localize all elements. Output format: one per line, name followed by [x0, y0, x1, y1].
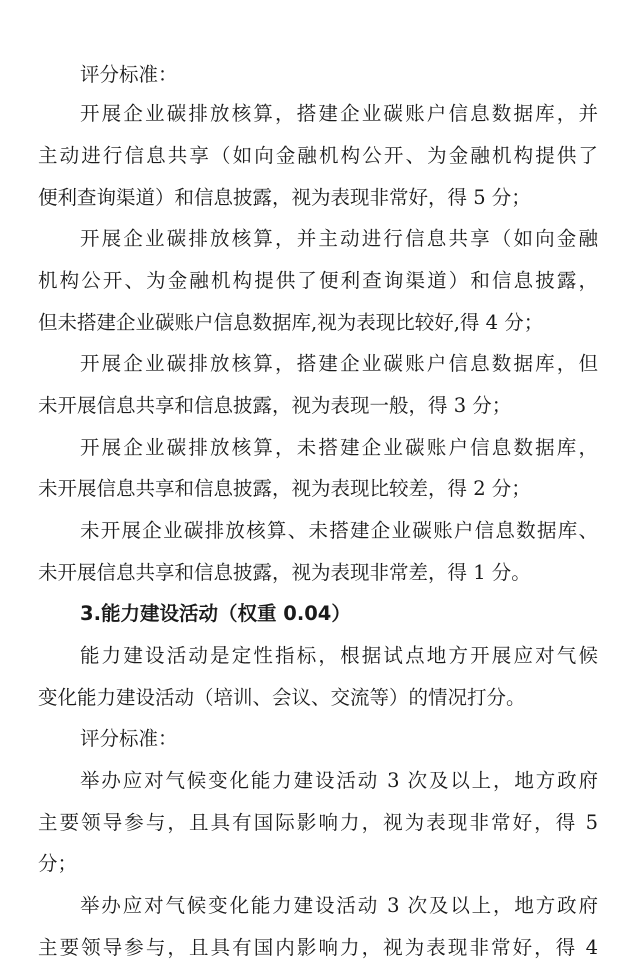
paragraph-line: 未开展企业碳排放核算、未搭建企业碳账户信息数据库、 [80, 519, 598, 542]
paragraph-line: 主要领导参与，且具有国内影响力，视为表现非常好，得 4 [38, 936, 598, 959]
section-heading: 3.能力建设活动（权重 0.04） [80, 602, 351, 625]
paragraph-line: 未开展信息共享和信息披露，视为表现比较差，得 2 分； [38, 477, 531, 500]
paragraph-line: 分； [38, 852, 78, 875]
paragraph-line: 开展企业碳排放核算，搭建企业碳账户信息数据库，并 [80, 102, 598, 125]
paragraph-line: 举办应对气候变化能力建设活动 3 次及以上，地方政府 [80, 769, 598, 792]
paragraph-line: 举办应对气候变化能力建设活动 3 次及以上，地方政府 [80, 894, 598, 917]
paragraph-line: 便利查询渠道）和信息披露，视为表现非常好，得 5 分； [38, 186, 531, 209]
paragraph-line: 主要领导参与，且具有国际影响力，视为表现非常好，得 5 [38, 811, 598, 834]
paragraph-line: 开展企业碳排放核算，搭建企业碳账户信息数据库，但 [80, 352, 598, 375]
scoring-criteria-label: 评分标准： [80, 63, 178, 86]
paragraph-line: 主动进行信息共享（如向金融机构公开、为金融机构提供了 [38, 144, 598, 167]
paragraph-line: 未开展信息共享和信息披露，视为表现非常差，得 1 分。 [38, 561, 531, 584]
paragraph-line: 开展企业碳排放核算，并主动进行信息共享（如向金融 [80, 227, 598, 250]
paragraph-line: 能力建设活动是定性指标，根据试点地方开展应对气候 [80, 644, 598, 667]
paragraph-line: 变化能力建设活动（培训、会议、交流等）的情况打分。 [38, 686, 526, 709]
paragraph-line: 机构公开、为金融机构提供了便利查询渠道）和信息披露， [38, 269, 598, 292]
scoring-criteria-label: 评分标准： [80, 727, 178, 750]
paragraph-line: 未开展信息共享和信息披露，视为表现一般，得 3 分； [38, 394, 512, 417]
paragraph-line: 但未搭建企业碳账户信息数据库,视为表现比较好,得 4 分； [38, 311, 544, 334]
paragraph-line: 开展企业碳排放核算，未搭建企业碳账户信息数据库， [80, 436, 598, 459]
